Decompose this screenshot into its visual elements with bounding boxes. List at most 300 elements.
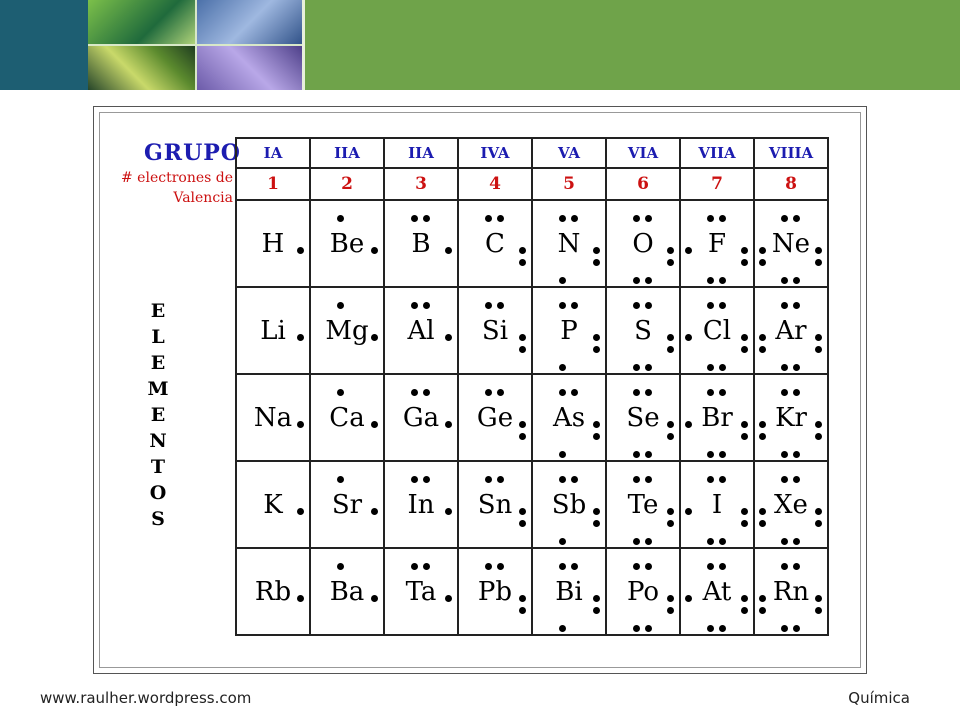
element-row bbox=[236, 287, 828, 374]
electron-dot bbox=[519, 247, 526, 254]
letter: M bbox=[147, 378, 169, 400]
electron-dot bbox=[559, 538, 566, 545]
electron-dot bbox=[497, 476, 504, 483]
electron-dot bbox=[781, 277, 788, 284]
element-symbol: Ga bbox=[402, 403, 440, 433]
element-cell bbox=[754, 461, 828, 548]
element-symbol: C bbox=[485, 229, 505, 259]
element-symbol: In bbox=[407, 490, 435, 520]
electron-dot bbox=[759, 346, 766, 353]
electron-dot bbox=[759, 520, 766, 527]
electron-dot bbox=[297, 508, 304, 515]
electron-dot bbox=[633, 389, 640, 396]
electron-dot bbox=[685, 508, 692, 515]
element-cell bbox=[384, 374, 458, 461]
element-symbol: F bbox=[707, 229, 727, 259]
electron-dot bbox=[667, 520, 674, 527]
electron-dot bbox=[707, 563, 714, 570]
electron-dot bbox=[519, 520, 526, 527]
electron-dot bbox=[485, 476, 492, 483]
electron-dot bbox=[559, 364, 566, 371]
electron-dot bbox=[707, 451, 714, 458]
element-symbol: I bbox=[711, 490, 723, 520]
element-row bbox=[236, 548, 828, 635]
electron-dot bbox=[645, 476, 652, 483]
element-symbol: As bbox=[552, 403, 586, 433]
element-symbol: Br bbox=[701, 403, 733, 433]
electron-dot bbox=[559, 451, 566, 458]
element-symbol: Po bbox=[626, 577, 660, 607]
collage-tile bbox=[196, 0, 304, 45]
element-symbol: N bbox=[557, 229, 581, 259]
electron-dot bbox=[497, 389, 504, 396]
electron-dot bbox=[411, 476, 418, 483]
electron-dot bbox=[815, 520, 822, 527]
electron-dot bbox=[781, 215, 788, 222]
element-cell bbox=[458, 200, 532, 287]
electron-dot bbox=[759, 247, 766, 254]
element-symbol: Ne bbox=[771, 229, 811, 259]
element-symbol: S bbox=[634, 316, 652, 346]
electron-dot bbox=[685, 421, 692, 428]
element-symbol: Xe bbox=[774, 490, 808, 520]
element-cell bbox=[458, 374, 532, 461]
element-symbol: Rb bbox=[254, 577, 292, 607]
element-cell bbox=[680, 287, 754, 374]
group-header: IVA bbox=[458, 138, 532, 168]
letter: E bbox=[150, 404, 166, 426]
electron-dot bbox=[667, 247, 674, 254]
letter: N bbox=[149, 430, 167, 452]
electron-dot bbox=[793, 364, 800, 371]
electron-dot bbox=[297, 247, 304, 254]
electron-dot bbox=[559, 625, 566, 632]
element-symbol: Te bbox=[627, 490, 659, 520]
electron-dot bbox=[741, 433, 748, 440]
electron-dot bbox=[793, 277, 800, 284]
element-symbol: Na bbox=[253, 403, 293, 433]
element-symbol: K bbox=[263, 490, 283, 520]
valence-number: 4 bbox=[458, 168, 532, 200]
electron-dot bbox=[719, 302, 726, 309]
element-symbol: O bbox=[632, 229, 654, 259]
electron-dot bbox=[719, 215, 726, 222]
letter: E bbox=[150, 352, 166, 374]
electron-dot bbox=[445, 247, 452, 254]
element-cell bbox=[606, 548, 680, 635]
electron-dot bbox=[707, 302, 714, 309]
electron-dot bbox=[741, 508, 748, 515]
element-symbol: B bbox=[411, 229, 431, 259]
element-cell bbox=[680, 374, 754, 461]
element-symbol: Al bbox=[407, 316, 435, 346]
electron-dot bbox=[371, 595, 378, 602]
element-row bbox=[236, 461, 828, 548]
electron-dot bbox=[719, 563, 726, 570]
electron-dot bbox=[571, 389, 578, 396]
letter: L bbox=[151, 326, 165, 348]
element-symbol: Cl bbox=[702, 316, 732, 346]
electron-dot bbox=[667, 259, 674, 266]
element-cell bbox=[236, 461, 310, 548]
electron-dot bbox=[423, 476, 430, 483]
valence-number: 3 bbox=[384, 168, 458, 200]
element-symbol: Ba bbox=[329, 577, 365, 607]
element-cell bbox=[606, 374, 680, 461]
group-header: VIIA bbox=[680, 138, 754, 168]
electron-dot bbox=[633, 563, 640, 570]
electron-dot bbox=[781, 476, 788, 483]
element-cell bbox=[458, 461, 532, 548]
valence-number: 2 bbox=[310, 168, 384, 200]
group-header: IIA bbox=[310, 138, 384, 168]
electron-dot bbox=[445, 421, 452, 428]
group-header: VA bbox=[532, 138, 606, 168]
element-cell bbox=[236, 200, 310, 287]
electron-dot bbox=[759, 433, 766, 440]
electron-dot bbox=[519, 334, 526, 341]
valence-number: 6 bbox=[606, 168, 680, 200]
electron-dot bbox=[741, 607, 748, 614]
electron-dot bbox=[371, 247, 378, 254]
electron-dot bbox=[571, 302, 578, 309]
electron-dot bbox=[759, 508, 766, 515]
element-cell bbox=[680, 200, 754, 287]
element-symbol: Ge bbox=[476, 403, 514, 433]
element-symbol: Pb bbox=[477, 577, 513, 607]
electron-dot bbox=[815, 334, 822, 341]
electron-dot bbox=[645, 364, 652, 371]
electron-dot bbox=[759, 334, 766, 341]
electron-dot bbox=[371, 421, 378, 428]
electron-dot bbox=[667, 595, 674, 602]
electron-dot bbox=[519, 607, 526, 614]
footer-subject: Química bbox=[848, 689, 910, 707]
electron-dot bbox=[741, 346, 748, 353]
electron-dot bbox=[781, 451, 788, 458]
element-cell bbox=[236, 548, 310, 635]
electron-dot bbox=[815, 259, 822, 266]
electron-dot bbox=[593, 247, 600, 254]
electron-dot bbox=[337, 476, 344, 483]
electron-dot bbox=[633, 625, 640, 632]
electron-dot bbox=[337, 215, 344, 222]
element-cell bbox=[532, 461, 606, 548]
electron-dot bbox=[371, 334, 378, 341]
electron-dot bbox=[633, 277, 640, 284]
electron-dot bbox=[815, 247, 822, 254]
electron-dot bbox=[519, 433, 526, 440]
electron-dot bbox=[685, 334, 692, 341]
electron-dot bbox=[593, 433, 600, 440]
electron-dot bbox=[815, 607, 822, 614]
electron-dot bbox=[793, 563, 800, 570]
letter: E bbox=[150, 300, 166, 322]
electron-dot bbox=[559, 215, 566, 222]
electron-dot bbox=[519, 421, 526, 428]
element-symbol: H bbox=[261, 229, 285, 259]
electron-dot bbox=[593, 520, 600, 527]
electron-dot bbox=[571, 476, 578, 483]
electron-dot bbox=[741, 334, 748, 341]
element-cell bbox=[310, 374, 384, 461]
electron-dot bbox=[685, 247, 692, 254]
electron-dot bbox=[645, 625, 652, 632]
element-symbol: Ar bbox=[775, 316, 807, 346]
element-cell bbox=[532, 374, 606, 461]
element-symbol: Rn bbox=[772, 577, 810, 607]
letter: S bbox=[151, 508, 165, 530]
electron-dot bbox=[781, 538, 788, 545]
electron-dot bbox=[519, 346, 526, 353]
electron-dot bbox=[445, 508, 452, 515]
lewis-structure-grid bbox=[235, 137, 829, 636]
electron-dot bbox=[793, 538, 800, 545]
element-cell bbox=[384, 287, 458, 374]
footer-website: www.raulher.wordpress.com bbox=[40, 689, 252, 707]
collage-tile bbox=[88, 45, 196, 90]
electron-dot bbox=[445, 334, 452, 341]
electron-dot bbox=[423, 302, 430, 309]
electron-dot bbox=[633, 451, 640, 458]
electron-dot bbox=[741, 595, 748, 602]
element-symbol: Sn bbox=[477, 490, 513, 520]
electron-dot bbox=[593, 607, 600, 614]
electron-dot bbox=[645, 538, 652, 545]
element-symbol: Be bbox=[329, 229, 365, 259]
element-symbol: Sr bbox=[331, 490, 363, 520]
element-symbol: P bbox=[560, 316, 578, 346]
valence-number: 7 bbox=[680, 168, 754, 200]
electron-dot bbox=[719, 476, 726, 483]
element-cell bbox=[680, 461, 754, 548]
electron-dot bbox=[707, 389, 714, 396]
element-symbol: Se bbox=[626, 403, 660, 433]
element-cell bbox=[532, 200, 606, 287]
electron-dot bbox=[485, 302, 492, 309]
electron-dot bbox=[781, 302, 788, 309]
electron-dot bbox=[423, 215, 430, 222]
electron-dot bbox=[633, 302, 640, 309]
element-cell bbox=[384, 200, 458, 287]
electron-dot bbox=[667, 334, 674, 341]
group-header: IIA bbox=[384, 138, 458, 168]
electron-dot bbox=[719, 364, 726, 371]
electron-dot bbox=[667, 607, 674, 614]
electron-dot bbox=[759, 421, 766, 428]
collage-tile bbox=[196, 45, 304, 90]
electron-dot bbox=[793, 476, 800, 483]
electron-dot bbox=[593, 346, 600, 353]
electron-dot bbox=[559, 476, 566, 483]
electron-dot bbox=[593, 508, 600, 515]
electron-dot bbox=[759, 595, 766, 602]
electron-dot bbox=[411, 563, 418, 570]
collage-edge bbox=[302, 0, 305, 90]
element-cell bbox=[754, 200, 828, 287]
element-symbol: Sb bbox=[551, 490, 587, 520]
electron-dot bbox=[559, 277, 566, 284]
letter: O bbox=[149, 482, 167, 504]
electron-dot bbox=[719, 451, 726, 458]
electron-dot bbox=[497, 302, 504, 309]
electron-dot bbox=[685, 595, 692, 602]
valence-label-line1: # electrones de bbox=[121, 170, 233, 186]
electron-dot bbox=[633, 215, 640, 222]
electron-dot bbox=[559, 563, 566, 570]
electron-dot bbox=[741, 247, 748, 254]
electron-dot bbox=[781, 364, 788, 371]
electron-dot bbox=[571, 215, 578, 222]
valence-number: 5 bbox=[532, 168, 606, 200]
electron-dot bbox=[497, 563, 504, 570]
element-cell bbox=[606, 200, 680, 287]
electron-dot bbox=[297, 421, 304, 428]
electron-dot bbox=[593, 334, 600, 341]
element-symbol: Bi bbox=[555, 577, 583, 607]
elements-vertical-label bbox=[146, 298, 170, 532]
electron-dot bbox=[593, 259, 600, 266]
electron-dot bbox=[423, 563, 430, 570]
group-header: VIA bbox=[606, 138, 680, 168]
electron-dot bbox=[815, 595, 822, 602]
electron-dot bbox=[337, 563, 344, 570]
collage-divider bbox=[88, 44, 304, 46]
electron-dot bbox=[719, 277, 726, 284]
electron-dot bbox=[793, 215, 800, 222]
collage-tile bbox=[88, 0, 196, 45]
element-symbol: Kr bbox=[775, 403, 807, 433]
element-cell bbox=[754, 548, 828, 635]
electron-dot bbox=[719, 389, 726, 396]
element-cell bbox=[606, 287, 680, 374]
electron-dot bbox=[707, 215, 714, 222]
valence-number: 1 bbox=[236, 168, 310, 200]
electron-dot bbox=[781, 625, 788, 632]
element-cell bbox=[754, 374, 828, 461]
valence-label-line2: Valencia bbox=[173, 190, 233, 206]
valence-row bbox=[236, 168, 828, 200]
element-symbol: Mg bbox=[325, 316, 369, 346]
electron-dot bbox=[297, 595, 304, 602]
electron-dot bbox=[707, 364, 714, 371]
electron-dot bbox=[645, 389, 652, 396]
electron-dot bbox=[759, 259, 766, 266]
electron-dot bbox=[793, 389, 800, 396]
element-cell bbox=[532, 548, 606, 635]
header-image-collage bbox=[88, 0, 304, 90]
electron-dot bbox=[793, 302, 800, 309]
electron-dot bbox=[741, 259, 748, 266]
electron-dot bbox=[559, 389, 566, 396]
electron-dot bbox=[519, 508, 526, 515]
element-cell bbox=[532, 287, 606, 374]
element-cell bbox=[458, 287, 532, 374]
electron-dot bbox=[707, 538, 714, 545]
electron-dot bbox=[559, 302, 566, 309]
electron-dot bbox=[815, 346, 822, 353]
electron-dot bbox=[571, 563, 578, 570]
electron-dot bbox=[633, 364, 640, 371]
electron-dot bbox=[645, 302, 652, 309]
electron-dot bbox=[519, 595, 526, 602]
electron-dot bbox=[337, 389, 344, 396]
electron-dot bbox=[411, 302, 418, 309]
electron-dot bbox=[781, 563, 788, 570]
element-cell bbox=[310, 461, 384, 548]
electron-dot bbox=[741, 421, 748, 428]
element-cell bbox=[458, 548, 532, 635]
electron-dot bbox=[633, 476, 640, 483]
element-symbol: Ca bbox=[329, 403, 365, 433]
electron-dot bbox=[781, 389, 788, 396]
valence-number: 8 bbox=[754, 168, 828, 200]
element-cell bbox=[310, 287, 384, 374]
element-row bbox=[236, 200, 828, 287]
element-cell bbox=[680, 548, 754, 635]
element-cell bbox=[384, 461, 458, 548]
element-cell bbox=[606, 461, 680, 548]
electron-dot bbox=[719, 625, 726, 632]
electron-dot bbox=[485, 215, 492, 222]
electron-dot bbox=[593, 421, 600, 428]
electron-dot bbox=[411, 389, 418, 396]
electron-dot bbox=[423, 389, 430, 396]
group-header-row bbox=[236, 138, 828, 168]
element-cell bbox=[310, 200, 384, 287]
electron-dot bbox=[793, 625, 800, 632]
electron-dot bbox=[793, 451, 800, 458]
electron-dot bbox=[297, 334, 304, 341]
group-header: IA bbox=[236, 138, 310, 168]
element-row bbox=[236, 374, 828, 461]
element-symbol: At bbox=[702, 577, 732, 607]
electron-dot bbox=[411, 215, 418, 222]
electron-dot bbox=[667, 508, 674, 515]
element-cell bbox=[384, 548, 458, 635]
element-cell bbox=[236, 374, 310, 461]
electron-dot bbox=[667, 433, 674, 440]
electron-dot bbox=[719, 538, 726, 545]
electron-dot bbox=[741, 520, 748, 527]
electron-dot bbox=[815, 433, 822, 440]
electron-dot bbox=[337, 302, 344, 309]
element-symbol: Ta bbox=[405, 577, 437, 607]
electron-dot bbox=[497, 215, 504, 222]
electron-dot bbox=[707, 277, 714, 284]
electron-dot bbox=[519, 259, 526, 266]
electron-dot bbox=[815, 421, 822, 428]
electron-dot bbox=[707, 625, 714, 632]
electron-dot bbox=[485, 389, 492, 396]
element-cell bbox=[236, 287, 310, 374]
header-accent-block bbox=[0, 0, 88, 90]
letter: T bbox=[150, 456, 166, 478]
electron-dot bbox=[667, 346, 674, 353]
element-symbol: Si bbox=[481, 316, 509, 346]
element-cell bbox=[754, 287, 828, 374]
electron-dot bbox=[593, 595, 600, 602]
element-symbol: Li bbox=[260, 316, 286, 346]
electron-dot bbox=[371, 508, 378, 515]
electron-dot bbox=[645, 277, 652, 284]
electron-dot bbox=[645, 563, 652, 570]
electron-dot bbox=[707, 476, 714, 483]
electron-dot bbox=[645, 215, 652, 222]
electron-dot bbox=[633, 538, 640, 545]
element-cell bbox=[310, 548, 384, 635]
electron-dot bbox=[645, 451, 652, 458]
